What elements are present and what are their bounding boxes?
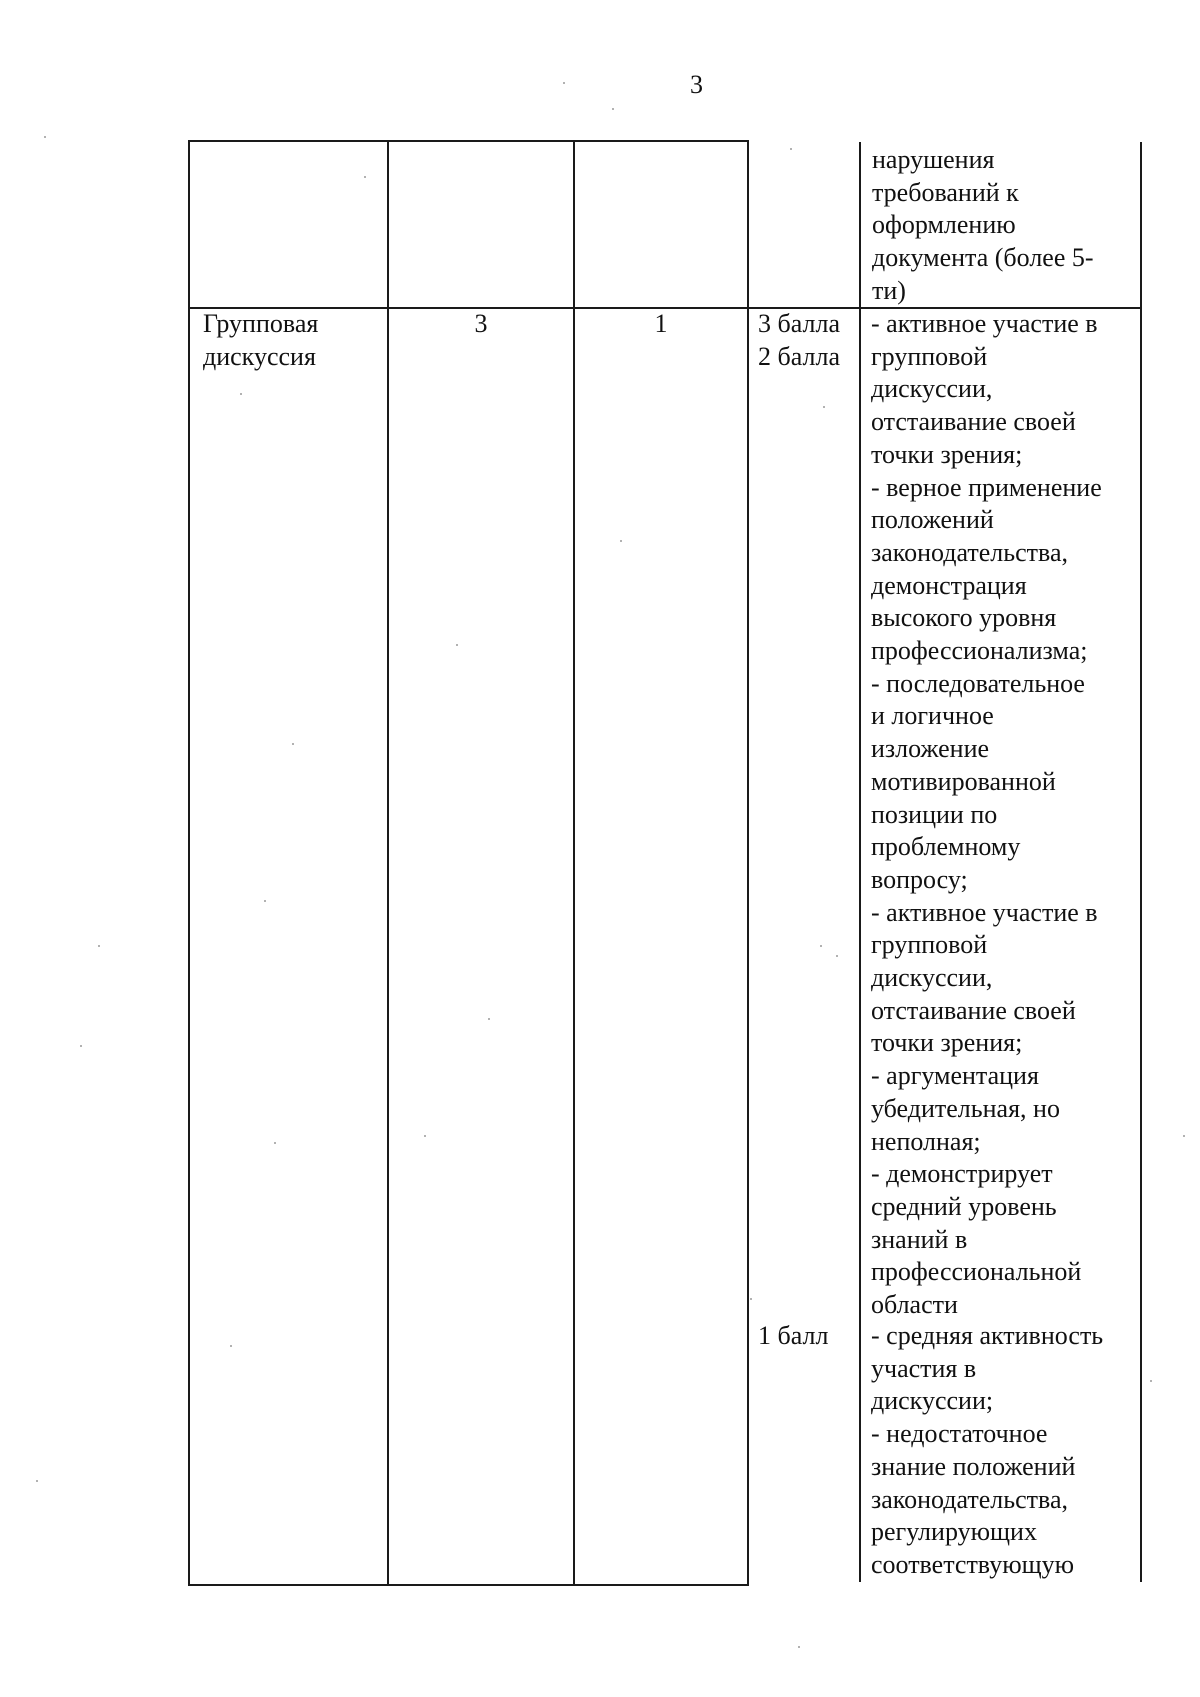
criteria-low-cell: - средняя активность участия в дискуссии; - недостаточное знание положений законодательства, регулирующих соответствующую [871,1321,1104,1579]
criteria-high-cell: - активное участие в групповой дискуссии, отстаивание своей точки зрения; - верное применение положений законодательства, демонстрация высокого уровня профессионализма; - последовательное и логичное изложение мотивированной позиции по проблемному вопросу; - активное участие в групповой дискуссии, отстаивание своей точки зрения; - аргументация убедительная, но неполная; - демонстрирует средний уровень знаний в профессиональной области [871,309,1102,1320]
score-2-label: 2 балла [758,342,840,371]
score-1-label: 1 балл [758,1321,829,1350]
table-bottom-border [188,1584,749,1586]
min-points-cell: 1 [654,309,668,338]
score-3-label: 3 балла [758,309,840,338]
page-number: 3 [690,70,703,99]
task-type-cell: Групповая дискуссия [203,309,319,371]
table-divider-1 [387,140,389,1586]
continued-criteria-cell: нарушения требований к оформлению документа (более 5- ти) [872,145,1094,305]
table-top-border [188,140,749,142]
table-divider-3 [747,140,749,1586]
table-divider-4 [859,142,861,1582]
table-border-left [188,140,190,1586]
table-divider-2 [573,140,575,1586]
max-points-cell: 3 [474,309,488,338]
